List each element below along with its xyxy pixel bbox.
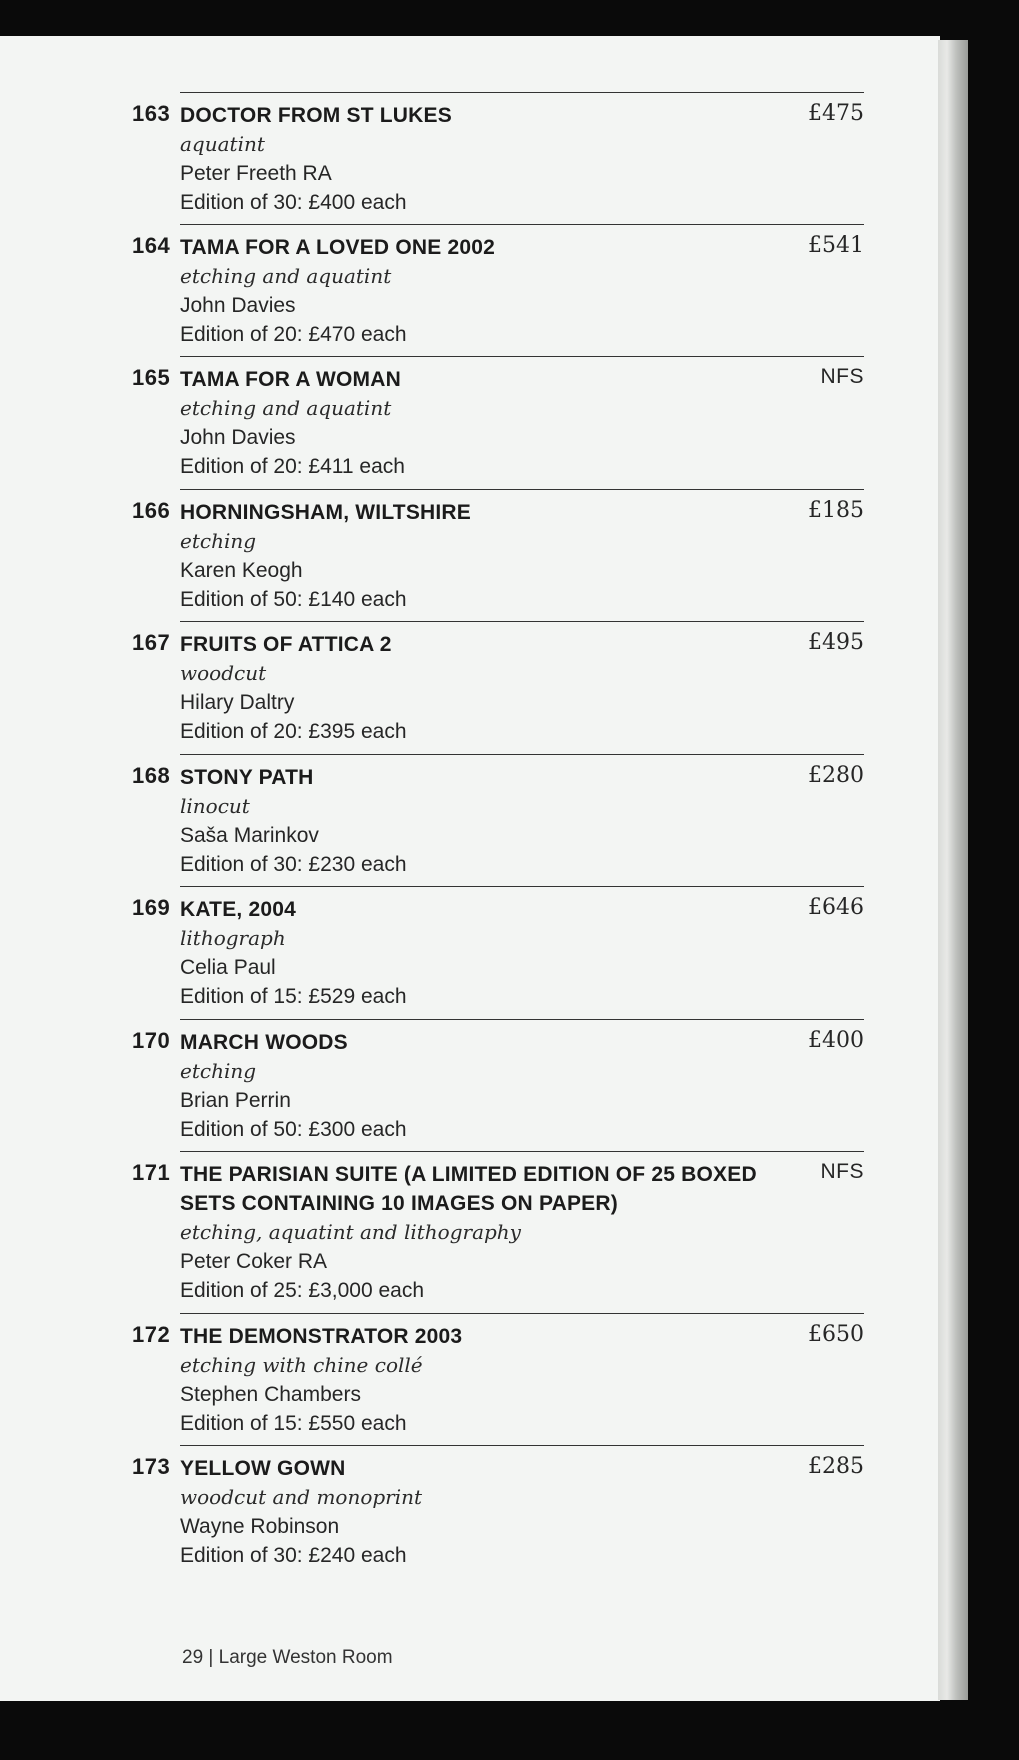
- entry-number: 164: [132, 233, 171, 258]
- entry-number: 163: [132, 101, 171, 126]
- entry-medium: woodcut: [180, 661, 267, 685]
- entry-edition: Edition of 50: £300 each: [180, 1118, 407, 1141]
- entry-title: FRUITS OF ATTICA 2: [180, 633, 392, 656]
- entry-artist: Stephen Chambers: [180, 1383, 361, 1406]
- entry-edition: Edition of 20: £395 each: [180, 720, 407, 743]
- entry-edition: Edition of 50: £140 each: [180, 588, 407, 611]
- entry-price: £475: [808, 101, 864, 126]
- entry-number: 165: [132, 365, 171, 390]
- entry-medium: linocut: [180, 794, 250, 818]
- catalogue-entry: [132, 224, 864, 349]
- page-footer: [182, 1647, 393, 1669]
- entry-medium: woodcut and monoprint: [180, 1485, 423, 1509]
- entry-number: 169: [132, 895, 171, 920]
- entry-medium: lithograph: [180, 926, 286, 950]
- entry-artist: Hilary Daltry: [180, 691, 295, 714]
- entry-title: STONY PATH: [180, 766, 314, 789]
- entry-number: 173: [132, 1454, 171, 1479]
- entry-medium: etching and aquatint: [180, 396, 392, 420]
- entry-artist: Peter Freeth RA: [180, 162, 332, 185]
- entry-title: TAMA FOR A LOVED ONE 2002: [180, 236, 495, 259]
- catalogue-entry: [132, 1151, 864, 1305]
- room-name: Large Weston Room: [218, 1647, 393, 1668]
- entry-price: £646: [808, 895, 864, 920]
- entry-artist: Karen Keogh: [180, 559, 303, 582]
- catalogue-entry: [132, 1019, 864, 1144]
- entry-number: 166: [132, 498, 171, 523]
- entry-title: KATE, 2004: [180, 898, 296, 921]
- entry-edition: Edition of 15: £550 each: [180, 1412, 407, 1435]
- entry-number: 171: [132, 1160, 171, 1185]
- entry-number: 170: [132, 1028, 171, 1053]
- entry-edition: Edition of 25: £3,000 each: [180, 1279, 425, 1302]
- entry-price: £285: [808, 1454, 864, 1479]
- catalogue-entry: [132, 489, 864, 614]
- catalogue-entry: [132, 886, 864, 1011]
- entry-title: DOCTOR FROM ST LUKES: [180, 104, 452, 127]
- entry-price: £280: [808, 763, 864, 788]
- entry-artist: John Davies: [180, 294, 296, 317]
- entry-edition: Edition of 30: £400 each: [180, 191, 407, 214]
- entry-price: NFS: [820, 365, 864, 388]
- entry-title: HORNINGSHAM, WILTSHIRE: [180, 501, 471, 524]
- entry-artist: Celia Paul: [180, 956, 276, 979]
- entry-edition: Edition of 20: £470 each: [180, 323, 407, 346]
- entry-edition: Edition of 30: £240 each: [180, 1544, 407, 1567]
- entry-artist: John Davies: [180, 426, 296, 449]
- catalogue-entry: [132, 754, 864, 879]
- entry-medium: etching: [180, 1059, 257, 1083]
- entry-number: 172: [132, 1322, 171, 1347]
- entry-medium: aquatint: [180, 132, 265, 156]
- entry-artist: Saša Marinkov: [180, 824, 319, 847]
- catalogue-entry: [132, 1313, 864, 1438]
- entry-title: TAMA FOR A WOMAN: [180, 368, 401, 391]
- entry-title: THE PARISIAN SUITE (A LIMITED EDITION OF 25 BOXED SETS CONTAINING 10 IMAGES ON PAPER): [180, 1163, 757, 1215]
- entry-medium: etching and aquatint: [180, 264, 392, 288]
- entry-price: £650: [808, 1322, 864, 1347]
- entry-price: £541: [808, 233, 864, 258]
- entry-medium: etching: [180, 529, 257, 553]
- entry-edition: Edition of 30: £230 each: [180, 853, 407, 876]
- entry-title: THE DEMONSTRATOR 2003: [180, 1325, 463, 1348]
- footer-separator: |: [208, 1647, 214, 1668]
- entry-medium: etching, aquatint and lithography: [180, 1220, 521, 1244]
- page-number: 29: [182, 1647, 204, 1668]
- entry-medium: etching with chine collé: [180, 1353, 423, 1377]
- catalogue-entry: [132, 621, 864, 746]
- entry-artist: Peter Coker RA: [180, 1250, 328, 1273]
- entry-edition: Edition of 20: £411 each: [180, 455, 405, 478]
- page-bottom-shadow: [0, 1701, 960, 1760]
- catalogue-entry: [132, 92, 864, 217]
- entry-price: £495: [808, 630, 864, 655]
- entry-artist: Brian Perrin: [180, 1089, 291, 1112]
- catalogue-entry: [132, 356, 864, 481]
- entry-number: 167: [132, 630, 171, 655]
- entry-price: NFS: [820, 1160, 864, 1183]
- entry-number: 168: [132, 763, 171, 788]
- entry-title: MARCH WOODS: [180, 1031, 348, 1054]
- entry-artist: Wayne Robinson: [180, 1515, 340, 1538]
- catalogue-entry: [132, 1445, 864, 1570]
- entry-price: £400: [808, 1028, 864, 1053]
- entry-title: YELLOW GOWN: [180, 1457, 346, 1480]
- entry-price: £185: [808, 498, 864, 523]
- page-edge: [938, 40, 968, 1700]
- entry-edition: Edition of 15: £529 each: [180, 985, 407, 1008]
